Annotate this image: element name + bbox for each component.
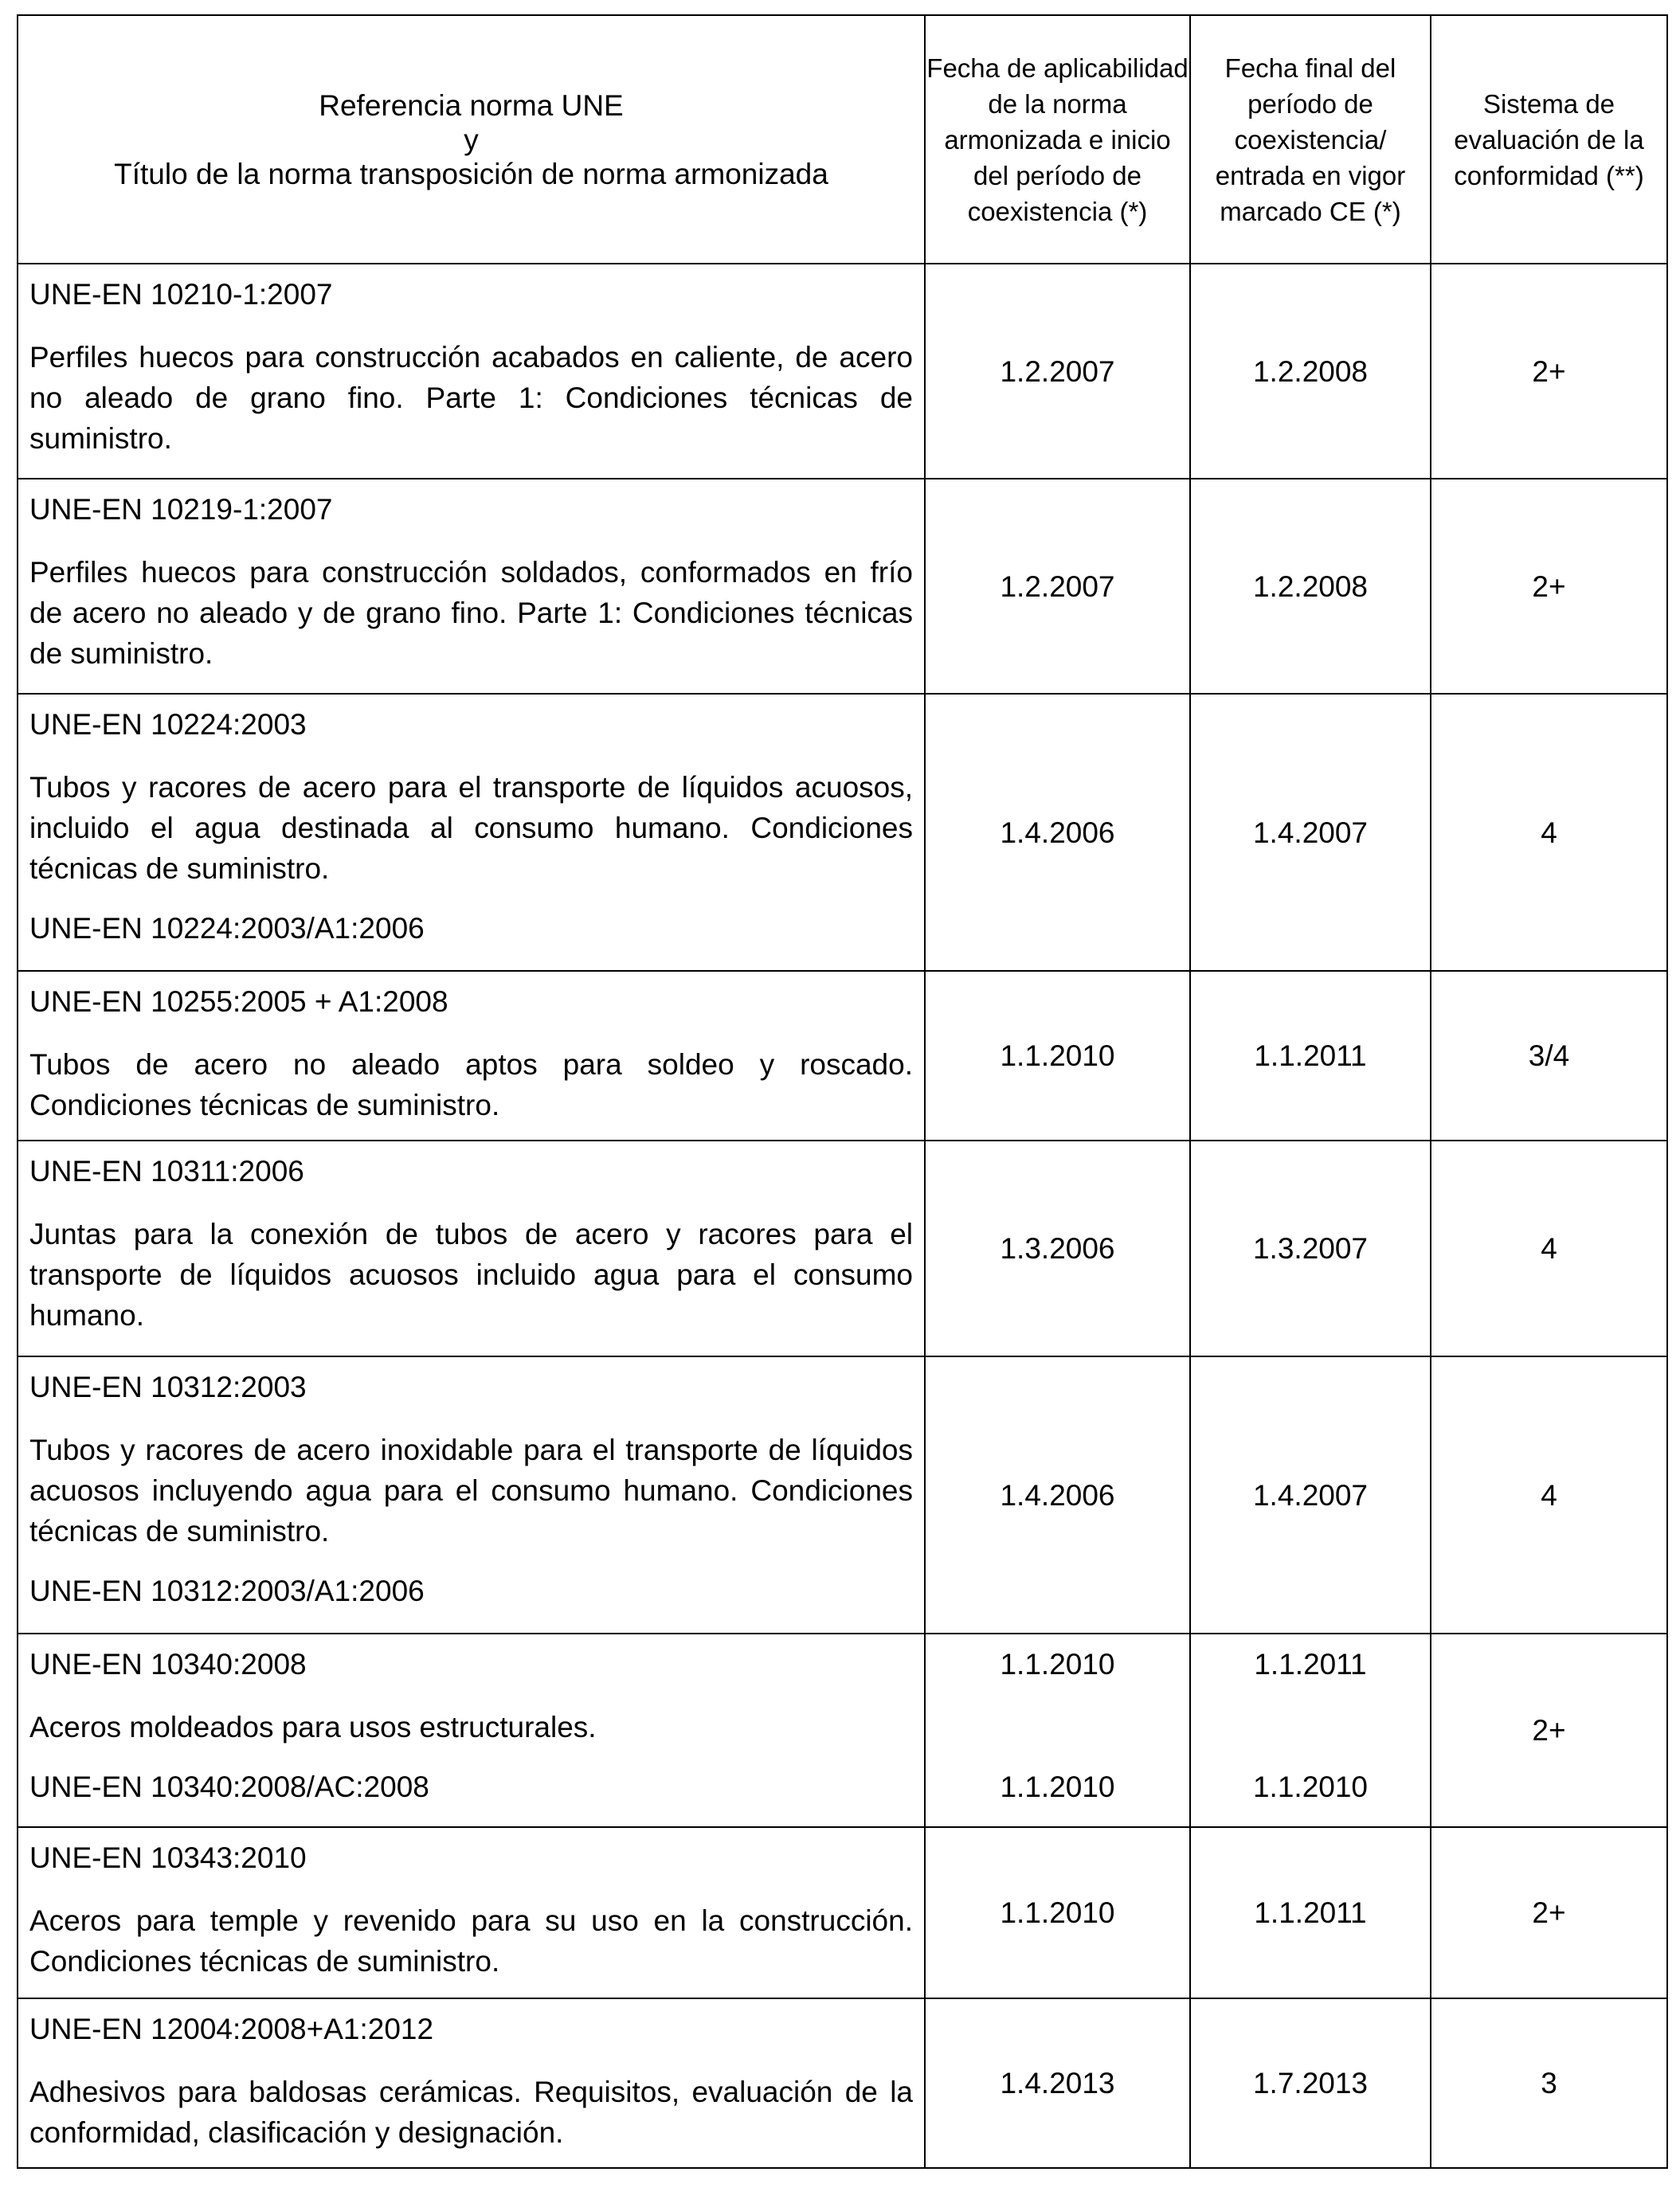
- applicability-date-amendment: 1.1.2010: [1000, 1771, 1115, 1803]
- applicability-date-cell: [925, 1634, 1190, 1827]
- header-applicability-date: Fecha de aplicabilidad de la norma armonizada e inicio del período de coexistencia (*): [925, 15, 1190, 264]
- table-row: [18, 1141, 1667, 1356]
- table-row: [18, 694, 1667, 971]
- header-title-line-3: Título de la norma transposición de norma armonizada: [114, 157, 828, 190]
- coexistence-end-date: 1.7.2013: [1190, 1998, 1431, 2168]
- standard-cell: [18, 971, 925, 1141]
- coexistence-end-date: 1.3.2007: [1190, 1141, 1431, 1356]
- evaluation-system: 2+: [1431, 1827, 1667, 1998]
- standard-cell: [18, 1634, 925, 1827]
- applicability-date: 1.2.2007: [925, 479, 1190, 694]
- standard-reference: UNE-EN 10255:2005 + A1:2008: [29, 985, 448, 1018]
- evaluation-system: 4: [1431, 1356, 1667, 1634]
- coexistence-end-date: 1.4.2007: [1190, 694, 1431, 971]
- table-header-row: [18, 15, 1667, 264]
- evaluation-system: 3/4: [1431, 971, 1667, 1141]
- applicability-date: 1.4.2013: [925, 1998, 1190, 2168]
- standard-cell: [18, 479, 925, 694]
- evaluation-system: 2+: [1431, 1634, 1667, 1827]
- standard-title: Adhesivos para baldosas cerámicas. Requisitos, evaluación de la conformidad, clasificación y designación.: [29, 2076, 913, 2149]
- standard-title: Aceros moldeados para usos estructurales.: [29, 1711, 597, 1743]
- standard-amendment: UNE-EN 10224:2003/A1:2006: [29, 912, 425, 945]
- table-row: [18, 1634, 1667, 1827]
- evaluation-system: 3: [1431, 1998, 1667, 2168]
- header-title-line-2: y: [464, 123, 479, 156]
- standard-title: Juntas para la conexión de tubos de acero y racores para el transporte de líquidos acuosos incluido agua para el consumo humano.: [29, 1218, 913, 1332]
- table-row: [18, 1356, 1667, 1634]
- standard-cell: [18, 1141, 925, 1356]
- header-evaluation-system: Sistema de evaluación de la conformidad (**): [1431, 15, 1667, 264]
- standard-cell: [18, 1356, 925, 1634]
- standard-reference: UNE-EN 10224:2003: [29, 708, 307, 741]
- standard-title: Tubos y racores de acero para el transporte de líquidos acuosos, incluido el agua destinada al consumo humano. Condiciones técnicas de suministro.: [29, 771, 913, 885]
- coexistence-end-date: 1.1.2011: [1254, 1648, 1367, 1681]
- coexistence-end-date: 1.2.2008: [1190, 479, 1431, 694]
- standard-cell: [18, 694, 925, 971]
- coexistence-end-date: 1.1.2011: [1190, 1827, 1431, 1998]
- standard-reference: UNE-EN 10219-1:2007: [29, 493, 333, 526]
- standard-amendment: UNE-EN 10312:2003/A1:2006: [29, 1575, 425, 1607]
- standard-title: Perfiles huecos para construcción soldados, conformados en frío de acero no aleado y de grano fino. Parte 1: Condiciones técnicas de suministro.: [29, 556, 913, 670]
- standard-title: Tubos y racores de acero inoxidable para el transporte de líquidos acuosos incluyendo agua para el consumo humano. Condiciones técnicas de suministro.: [29, 1434, 913, 1548]
- table-row: [18, 971, 1667, 1141]
- standard-reference: UNE-EN 10312:2003: [29, 1371, 307, 1403]
- evaluation-system: 4: [1431, 1141, 1667, 1356]
- applicability-date: 1.4.2006: [925, 1356, 1190, 1634]
- applicability-date: 1.4.2006: [925, 694, 1190, 971]
- coexistence-end-date-amendment: 1.1.2010: [1252, 1771, 1369, 1803]
- standard-title: Perfiles huecos para construcción acabados en caliente, de acero no aleado de grano fino. Parte 1: Condiciones técnicas de suministro.: [29, 341, 913, 455]
- evaluation-system: 4: [1431, 694, 1667, 971]
- coexistence-end-date: 1.4.2007: [1190, 1356, 1431, 1634]
- header-reference-title: [18, 15, 925, 264]
- applicability-date: 1.3.2006: [925, 1141, 1190, 1356]
- applicability-date: 1.2.2007: [925, 264, 1190, 479]
- applicability-date: 1.1.2010: [925, 1827, 1190, 1998]
- standard-reference: UNE-EN 12004:2008+A1:2012: [29, 2013, 434, 2045]
- header-title-line-1: Referencia norma UNE: [319, 88, 624, 122]
- standard-title: Tubos de acero no aleado aptos para soldeo y roscado. Condiciones técnicas de suministro.: [29, 1048, 913, 1121]
- applicability-date: 1.1.2010: [1000, 1648, 1115, 1681]
- standard-cell: [18, 264, 925, 479]
- standard-reference: UNE-EN 10343:2010: [29, 1841, 307, 1874]
- evaluation-system: 2+: [1431, 479, 1667, 694]
- table-row: [18, 1998, 1667, 2168]
- coexistence-end-date-cell: [1190, 1634, 1431, 1827]
- standards-table: [17, 14, 1668, 2169]
- evaluation-system: 2+: [1431, 264, 1667, 479]
- standard-reference: UNE-EN 10340:2008: [29, 1648, 307, 1681]
- standard-cell: [18, 1998, 925, 2168]
- applicability-date: 1.1.2010: [925, 971, 1190, 1141]
- standard-cell: [18, 1827, 925, 1998]
- table-row: [18, 479, 1667, 694]
- standard-amendment: UNE-EN 10340:2008/AC:2008: [29, 1771, 429, 1803]
- header-coexistence-end-date: Fecha final del período de coexistencia/ entrada en vigor marcado CE (*): [1190, 15, 1431, 264]
- table-row: [18, 264, 1667, 479]
- coexistence-end-date: 1.2.2008: [1190, 264, 1431, 479]
- coexistence-end-date: 1.1.2011: [1190, 971, 1431, 1141]
- table-row: [18, 1827, 1667, 1998]
- standard-reference: UNE-EN 10311:2006: [29, 1155, 304, 1188]
- standard-reference: UNE-EN 10210-1:2007: [29, 278, 333, 311]
- standard-title: Aceros para temple y revenido para su uso en la construcción. Condiciones técnicas de suministro.: [29, 1904, 913, 1978]
